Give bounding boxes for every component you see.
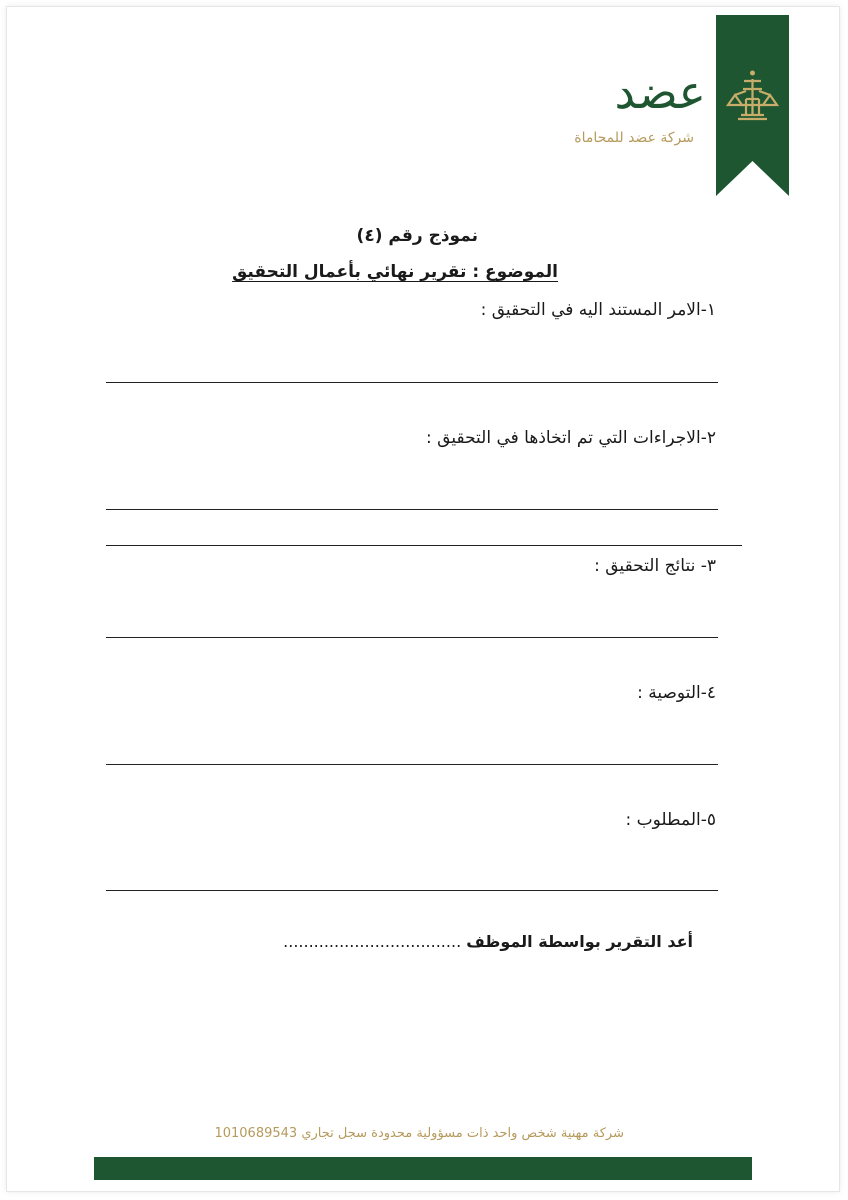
- section-2-answer-line-extra[interactable]: [106, 545, 742, 546]
- section-2-answer-line[interactable]: [106, 509, 718, 510]
- section-1-label: ١-الامر المستند اليه في التحقيق :: [480, 300, 716, 320]
- logo-ribbon: [716, 15, 789, 196]
- section-1-answer-line[interactable]: [106, 382, 718, 383]
- company-logo: [560, 60, 706, 156]
- prepared-by-row: [283, 932, 693, 951]
- section-4-answer-line[interactable]: [106, 764, 718, 765]
- section-5-answer-line[interactable]: [106, 890, 718, 891]
- section-5-label: ٥-المطلوب :: [625, 810, 716, 830]
- prepared-by-field[interactable]: ...................................: [283, 932, 462, 951]
- logo-wordmark: عضد: [614, 65, 706, 119]
- page-frame: [6, 6, 840, 1192]
- section-3-label: ٣- نتائج التحقيق :: [594, 556, 716, 576]
- logo-tagline: شركة عضد للمحاماة: [574, 130, 694, 146]
- prepared-by-label: أعد التقرير بواسطة الموظف: [466, 932, 693, 951]
- form-subject: الموضوع : تقرير نهائي بأعمال التحقيق: [232, 262, 558, 282]
- section-2-label: ٢-الاجراءات التي تم اتخاذها في التحقيق :: [426, 428, 716, 448]
- footer-bar: [94, 1157, 752, 1180]
- footer-registration-text: شركة مهنية شخص واحد ذات مسؤولية محدودة سجل تجاري 1010689543: [214, 1126, 624, 1141]
- form-title: نموذج رقم (٤): [356, 226, 478, 246]
- section-3-answer-line[interactable]: [106, 637, 718, 638]
- section-4-label: ٤-التوصية :: [637, 683, 716, 703]
